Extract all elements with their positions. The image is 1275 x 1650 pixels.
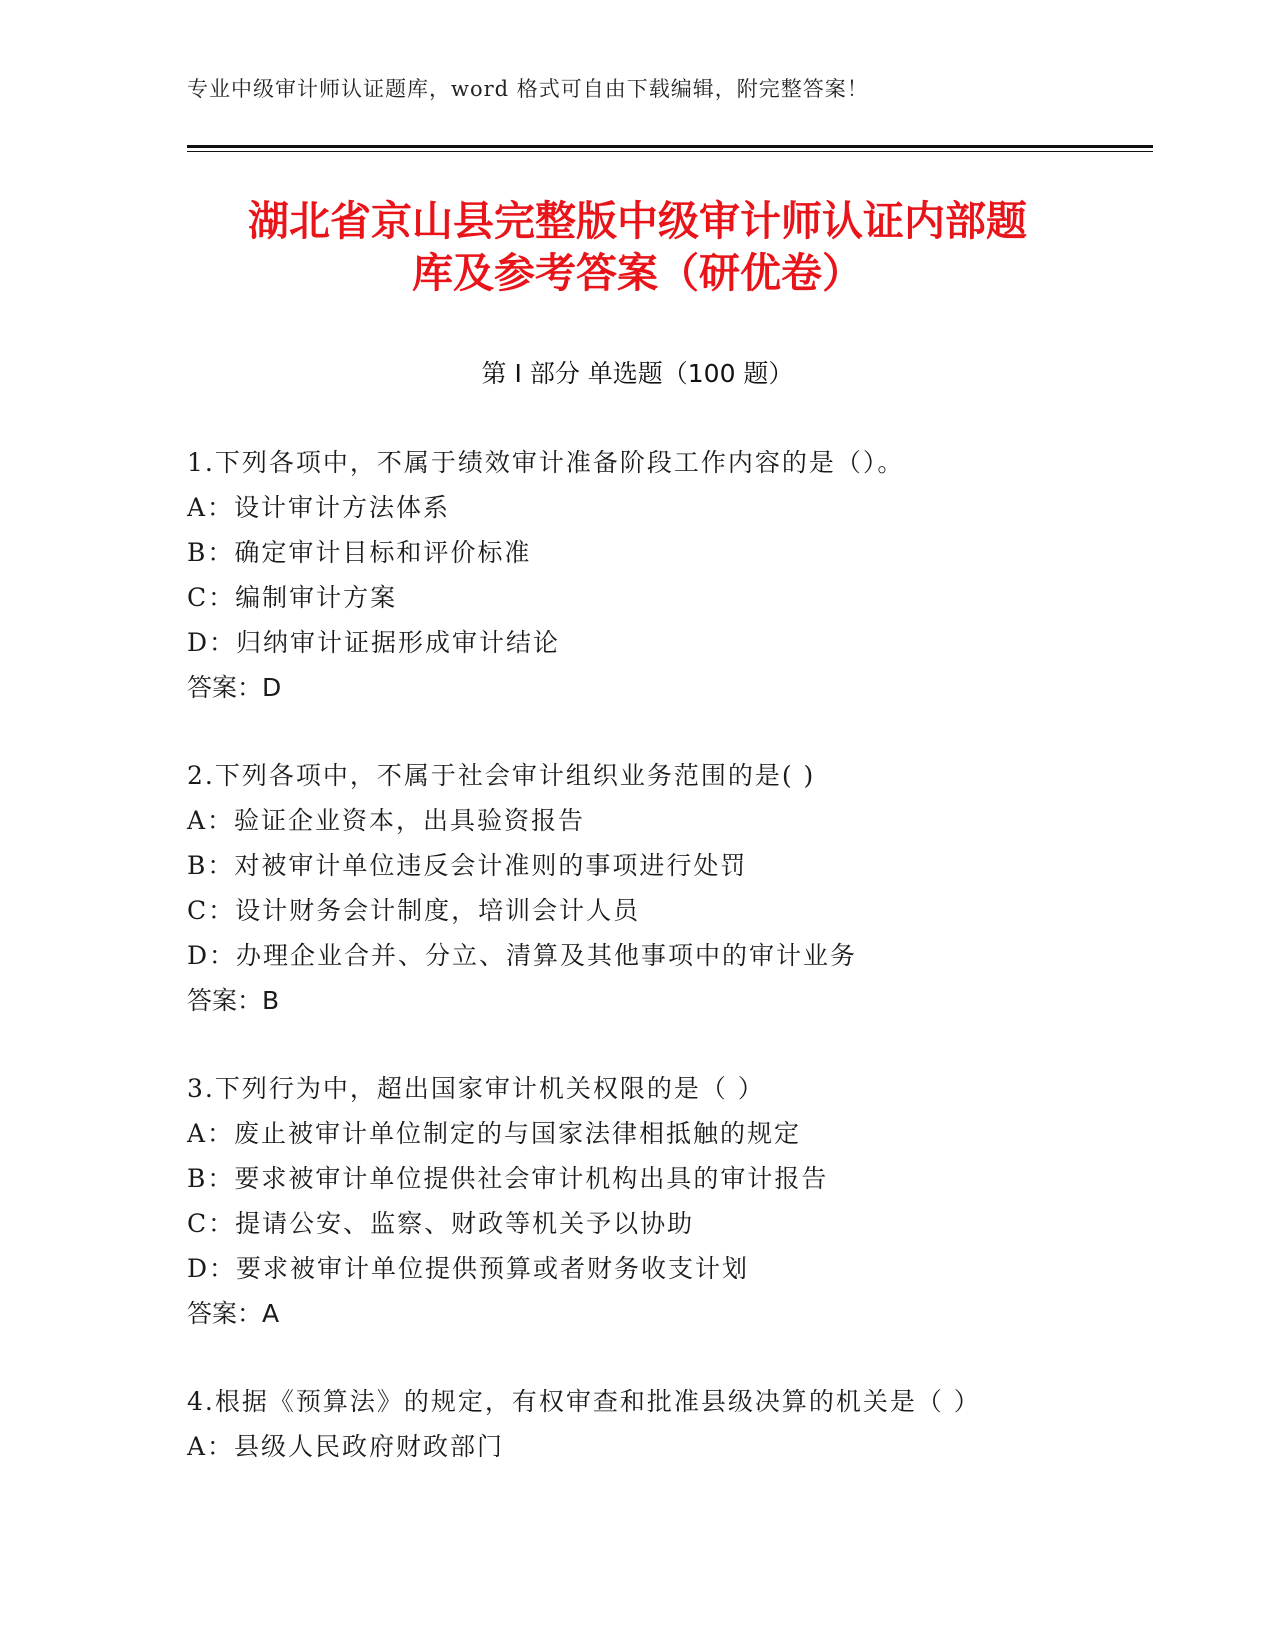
title-line-2: 库及参考答案（研优卷）	[412, 249, 863, 297]
section-title: 第 I 部分 单选题（100 题）	[481, 359, 794, 388]
title-line-1: 湖北省京山县完整版中级审计师认证内部题	[248, 197, 1027, 245]
option-b: B：对被审计单位违反会计准则的事项进行处罚	[187, 851, 748, 880]
option-a: A：县级人民政府财政部门	[187, 1432, 505, 1461]
question-stem: 2.下列各项中，不属于社会审计组织业务范围的是( )	[187, 761, 816, 790]
question-stem: 4.根据《预算法》的规定，有权审查和批准县级决算的机关是（ ）	[187, 1387, 981, 1416]
question-4	[187, 1379, 1147, 1469]
header-rule-thin	[187, 151, 1153, 152]
option-c: C：编制审计方案	[187, 583, 398, 612]
option-b: B：确定审计目标和评价标准	[187, 538, 532, 567]
answer: 答案：B	[187, 986, 280, 1015]
question-1	[187, 440, 1147, 710]
option-c: C：设计财务会计制度，培训会计人员	[187, 896, 641, 925]
question-stem: 1.下列各项中，不属于绩效审计准备阶段工作内容的是（）。	[187, 448, 905, 477]
option-a: A：废止被审计单位制定的与国家法律相抵触的规定	[187, 1119, 802, 1148]
option-d: D：要求被审计单位提供预算或者财务收支计划	[187, 1254, 750, 1283]
option-d: D：归纳审计证据形成审计结论	[187, 628, 561, 657]
option-a: A：验证企业资本，出具验资报告	[187, 806, 586, 835]
document-title	[140, 195, 1135, 299]
question-3	[187, 1066, 1147, 1336]
header-rule-thick	[187, 145, 1153, 148]
header-note: 专业中级审计师认证题库，word 格式可自由下载编辑，附完整答案！	[187, 77, 869, 101]
option-d: D：办理企业合并、分立、清算及其他事项中的审计业务	[187, 941, 858, 970]
answer: 答案：A	[187, 1299, 280, 1328]
option-a: A：设计审计方法体系	[187, 493, 451, 522]
answer: 答案：D	[187, 673, 282, 702]
option-c: C：提请公安、监察、财政等机关予以协助	[187, 1209, 695, 1238]
question-stem: 3.下列行为中，超出国家审计机关权限的是（ ）	[187, 1074, 765, 1103]
option-b: B：要求被审计单位提供社会审计机构出具的审计报告	[187, 1164, 829, 1193]
question-2	[187, 753, 1147, 1023]
question-list	[187, 440, 1147, 1512]
